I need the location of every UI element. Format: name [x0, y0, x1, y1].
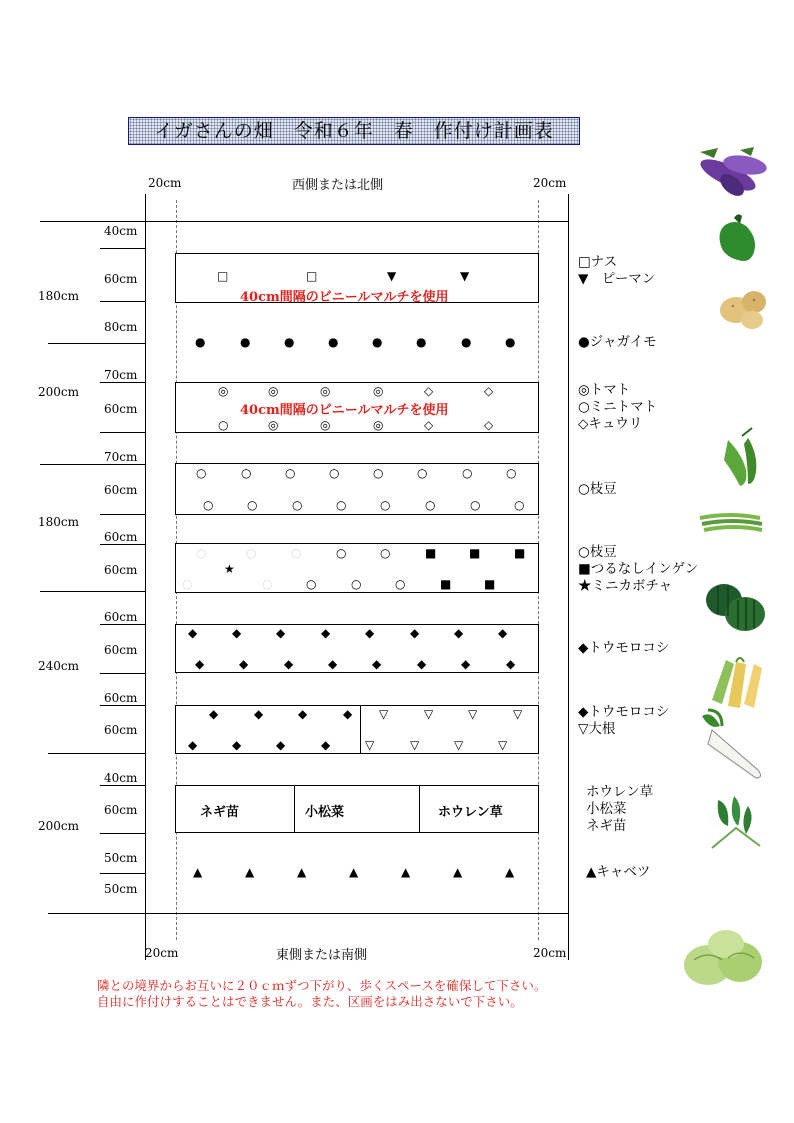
potato-marker: ●	[195, 335, 206, 349]
row-width-label: 60cm	[104, 691, 138, 705]
daikon-marker: ▽	[365, 738, 375, 752]
edamame-marker: ○	[336, 498, 347, 512]
green-bean-marker: ■	[484, 577, 496, 591]
legend-item: ■つるなしインゲン	[578, 561, 699, 577]
legend-item: ▼ ピーマン	[578, 271, 656, 287]
legend-item: ネギ苗	[586, 818, 627, 834]
corn-marker: ◆	[276, 626, 286, 640]
daikon-icon	[702, 710, 761, 778]
cabbage-marker: ▲	[401, 865, 411, 879]
south-east-label: 東側または南側	[276, 948, 368, 963]
legend-item: ○枝豆	[578, 481, 617, 497]
corn-marker: ◆	[321, 626, 331, 640]
row-width-label: 50cm	[104, 882, 138, 896]
mulch-note: 40cm間隔のビニールマルチを使用	[240, 290, 449, 305]
potato-marker: ●	[416, 335, 427, 349]
daikon-marker: ▽	[498, 738, 508, 752]
green-bean-marker: ■	[440, 577, 452, 591]
eggplant-marker: □	[217, 269, 229, 283]
mini-tomato-marker: ○	[218, 418, 229, 432]
boundary-note: 自由に作付けすることはできません。また、区画をはみ出さないで下さい。	[97, 994, 523, 1009]
tomato-marker: ◎	[268, 384, 279, 398]
edamame-marker: ○	[285, 466, 296, 480]
green-pepper-icon	[720, 214, 756, 261]
corn-marker: ◆	[232, 626, 242, 640]
komatsuna-plot-label: 小松菜	[305, 805, 345, 820]
corn-marker: ◆	[188, 626, 198, 640]
daikon-marker: ▽	[468, 707, 478, 721]
pepper-marker: ▼	[460, 269, 470, 283]
edamame-marker: ○	[336, 546, 347, 560]
corn-marker: ◆	[284, 657, 294, 671]
legend-item: 小松菜	[586, 801, 627, 817]
group-width-label: 180cm	[38, 289, 80, 303]
spinach-icon	[712, 796, 760, 848]
row-width-label: 60cm	[104, 563, 138, 577]
corn-marker: ◆	[188, 738, 198, 752]
potato-marker: ●	[372, 335, 383, 349]
eggplant-marker: □	[306, 269, 318, 283]
legend-item: ○枝豆	[578, 544, 617, 560]
edamame-icon	[724, 428, 756, 486]
potato-marker: ●	[461, 335, 472, 349]
corn-marker: ◆	[276, 738, 286, 752]
edamame-marker: ○	[329, 466, 340, 480]
row-width-label: 60cm	[104, 530, 138, 544]
row-width-label: 60cm	[104, 803, 138, 817]
negi-plot-label: ネギ苗	[200, 805, 240, 820]
right-margin-label-bottom: 20cm	[533, 946, 567, 960]
corn-marker: ◆	[209, 707, 219, 721]
edamame-marker: ○	[373, 466, 384, 480]
daikon-marker: ▽	[410, 738, 420, 752]
tomato-marker: ◎	[320, 384, 331, 398]
cabbage-marker: ▲	[245, 865, 255, 879]
pepper-marker: ▼	[387, 269, 397, 283]
corn-marker: ◆	[417, 657, 427, 671]
potato-marker: ●	[284, 335, 295, 349]
corn-marker: ◆	[321, 738, 331, 752]
left-margin-label-bottom: 20cm	[145, 946, 179, 960]
row-width-label: 40cm	[104, 224, 138, 238]
corn-marker: ◆	[365, 626, 375, 640]
walkway-note: 隣との境界からお互いに２０ｃｍずつ下がり、歩くスペースを確保して下さい。	[97, 978, 547, 993]
mulch-note: 40cm間隔のビニールマルチを使用	[240, 403, 449, 418]
legend-item: ◇キュウリ	[578, 416, 643, 432]
cabbage-marker: ▲	[349, 865, 359, 879]
corn-marker: ◆	[328, 657, 338, 671]
cucumber-marker: ◇	[424, 384, 434, 398]
row-width-label: 60cm	[104, 610, 138, 624]
edamame-marker: ○	[462, 466, 473, 480]
green-bean-icon	[700, 515, 762, 530]
group-width-label: 180cm	[38, 515, 80, 529]
north-west-label: 西側または北側	[292, 178, 384, 193]
cabbage-marker: ▲	[297, 865, 307, 879]
legend-item: ●ジャガイモ	[578, 334, 657, 350]
tomato-marker: ◎	[268, 418, 279, 432]
green-bean-marker: ■	[514, 546, 526, 560]
edamame-marker: ○	[470, 498, 481, 512]
row-width-label: 70cm	[104, 450, 138, 464]
corn-marker: ◆	[461, 657, 471, 671]
pumpkin-icon	[706, 584, 765, 631]
tomato-marker: ◎	[320, 418, 331, 432]
right-margin-label-top: 20cm	[533, 176, 567, 190]
green-bean-marker: ■	[425, 546, 437, 560]
row-width-label: 60cm	[104, 723, 138, 737]
group-width-label: 200cm	[38, 819, 80, 833]
cucumber-marker: ◇	[484, 384, 494, 398]
group-width-label: 240cm	[38, 659, 80, 673]
edamame-marker: ○	[241, 466, 252, 480]
row-width-label: 50cm	[104, 851, 138, 865]
row-width-label: 60cm	[104, 483, 138, 497]
daikon-marker: ▽	[454, 738, 464, 752]
potato-icon	[720, 291, 766, 329]
corn-marker: ◆	[498, 626, 508, 640]
corn-marker: ◆	[298, 707, 308, 721]
edamame-marker-faded: ○	[246, 546, 257, 560]
legend-item: ◆トウモロコシ	[578, 704, 670, 720]
corn-marker: ◆	[232, 738, 242, 752]
horenso-plot-label: ホウレン草	[438, 805, 503, 820]
edamame-marker: ○	[425, 498, 436, 512]
row-width-label: 60cm	[104, 643, 138, 657]
edamame-marker: ○	[380, 546, 391, 560]
corn-marker: ◆	[372, 657, 382, 671]
cabbage-icon	[684, 930, 762, 985]
legend-item: □ナス	[578, 254, 618, 270]
edamame-marker: ○	[306, 577, 317, 591]
edamame-marker: ○	[514, 498, 525, 512]
potato-marker: ●	[328, 335, 339, 349]
left-margin-label-top: 20cm	[148, 176, 182, 190]
cabbage-marker: ▲	[453, 865, 463, 879]
legend-item: ▽大根	[578, 721, 616, 737]
mini-pumpkin-marker: ★	[224, 562, 235, 576]
tomato-marker: ◎	[218, 384, 229, 398]
row-width-label: 60cm	[104, 402, 138, 416]
potato-marker: ●	[505, 335, 516, 349]
daikon-marker: ▽	[513, 707, 523, 721]
row-width-label: 80cm	[104, 320, 138, 334]
edamame-marker: ○	[292, 498, 303, 512]
edamame-marker-faded: ○	[196, 546, 207, 560]
corn-marker: ◆	[506, 657, 516, 671]
edamame-marker: ○	[196, 466, 207, 480]
legend-item: ▲キャベツ	[586, 864, 651, 880]
edamame-marker-faded: ○	[262, 577, 273, 591]
cabbage-marker: ▲	[193, 865, 203, 879]
legend-item: ◆トウモロコシ	[578, 640, 670, 656]
tomato-marker: ◎	[373, 418, 384, 432]
legend-item: ◎トマト	[578, 382, 631, 398]
corn-icon	[712, 658, 762, 708]
edamame-marker: ○	[395, 577, 406, 591]
cucumber-marker: ◇	[424, 418, 434, 432]
corn-marker: ◆	[454, 626, 464, 640]
corn-marker: ◆	[410, 626, 420, 640]
tomato-marker: ◎	[373, 384, 384, 398]
legend-item: ○ミニトマト	[578, 399, 658, 415]
edamame-marker: ○	[203, 498, 214, 512]
potato-marker: ●	[240, 335, 251, 349]
daikon-marker: ▽	[379, 707, 389, 721]
legend-item: ★ミニカボチャ	[578, 578, 673, 594]
daikon-marker: ▽	[424, 707, 434, 721]
legend-item: ホウレン草	[586, 784, 654, 800]
row-width-label: 70cm	[104, 368, 138, 382]
corn-marker: ◆	[343, 707, 353, 721]
eggplant-icon	[697, 147, 769, 200]
row-width-label: 60cm	[104, 272, 138, 286]
edamame-marker: ○	[506, 466, 517, 480]
edamame-marker-faded: ○	[291, 546, 302, 560]
page-title: イガさんの畑 令和６年 春 作付け計画表	[128, 117, 580, 145]
edamame-marker: ○	[417, 466, 428, 480]
group-width-label: 200cm	[38, 385, 80, 399]
corn-marker: ◆	[254, 707, 264, 721]
edamame-marker: ○	[351, 577, 362, 591]
corn-marker: ◆	[239, 657, 249, 671]
edamame-marker: ○	[247, 498, 258, 512]
edamame-marker: ○	[380, 498, 391, 512]
green-bean-marker: ■	[469, 546, 481, 560]
row-width-label: 40cm	[104, 771, 138, 785]
edamame-marker-faded: ○	[182, 577, 193, 591]
cabbage-marker: ▲	[505, 865, 515, 879]
corn-marker: ◆	[195, 657, 205, 671]
cucumber-marker: ◇	[484, 418, 494, 432]
